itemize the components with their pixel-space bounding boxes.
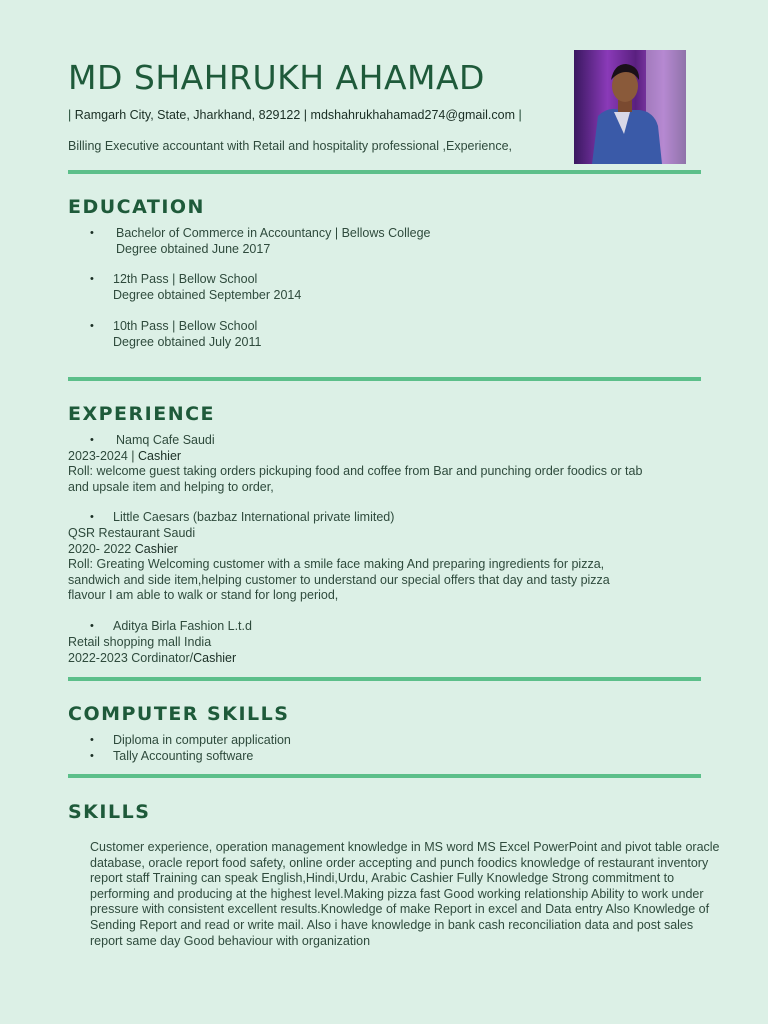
bullet: • bbox=[90, 273, 94, 285]
bullet: • bbox=[90, 227, 94, 239]
bullet: • bbox=[90, 434, 94, 446]
job-company: Little Caesars (bazbaz International private limited) bbox=[113, 510, 395, 524]
job-period bbox=[68, 650, 236, 666]
email-link[interactable]: mdshahrukhahamad274@gmail.com bbox=[310, 108, 515, 122]
contact-suffix: | bbox=[515, 108, 522, 122]
job-period-text: 2023-2024 | bbox=[68, 449, 138, 463]
computer-skill-item: Tally Accounting software bbox=[113, 749, 254, 763]
education-degree: 10th Pass | Bellow School bbox=[113, 319, 258, 333]
job-description: sandwich and side item,helping customer to understand our special offers that day and tasty pizza bbox=[68, 573, 610, 587]
job-role: Cashier bbox=[193, 651, 237, 665]
bullet: • bbox=[90, 734, 94, 746]
bullet: • bbox=[90, 620, 94, 632]
education-date: Degree obtained June 2017 bbox=[116, 242, 271, 256]
section-divider bbox=[68, 377, 701, 381]
contact-separator: | bbox=[300, 108, 311, 122]
contact-line bbox=[68, 108, 522, 122]
bullet: • bbox=[90, 320, 94, 332]
experience-heading: EXPERIENCE bbox=[68, 403, 216, 425]
job-description: flavour I am able to walk or stand for long period, bbox=[68, 588, 339, 602]
job-period bbox=[68, 448, 181, 464]
job-role: Cashier bbox=[134, 542, 178, 556]
computer-skills-heading: COMPUTER SKILLS bbox=[68, 703, 290, 725]
section-divider bbox=[68, 170, 701, 174]
job-subtitle: QSR Restaurant Saudi bbox=[68, 526, 196, 540]
section-divider bbox=[68, 677, 701, 681]
education-heading: EDUCATION bbox=[68, 196, 205, 218]
education-degree: Bachelor of Commerce in Accountancy | Bellows College bbox=[116, 226, 431, 240]
section-divider bbox=[68, 774, 701, 778]
bullet: • bbox=[90, 511, 94, 523]
job-description: and upsale item and helping to order, bbox=[68, 480, 274, 494]
education-degree: 12th Pass | Bellow School bbox=[113, 272, 258, 286]
education-date: Degree obtained September 2014 bbox=[113, 288, 302, 302]
contact-prefix: | bbox=[68, 108, 75, 122]
candidate-name: MD SHAHRUKH AHAMAD bbox=[68, 58, 485, 97]
profile-photo-image bbox=[574, 50, 686, 164]
job-subtitle: Retail shopping mall India bbox=[68, 635, 212, 649]
job-role: Cashier bbox=[137, 449, 182, 463]
skills-heading: SKILLS bbox=[68, 801, 151, 823]
job-description: Roll: welcome guest taking orders pickuping food and coffee from Bar and punching order foodics or tab bbox=[68, 464, 643, 478]
job-company: Aditya Birla Fashion L.t.d bbox=[113, 619, 252, 633]
professional-tagline: Billing Executive accountant with Retail and hospitality professional ,Experience, bbox=[68, 139, 512, 153]
job-period-text: 2022-2023 Cordinator/ bbox=[68, 651, 194, 665]
job-period bbox=[68, 541, 178, 557]
bullet: • bbox=[90, 750, 94, 762]
address: Ramgarh City, State, Jharkhand, 829122 bbox=[74, 108, 301, 122]
job-period-text: 2020- 2022 bbox=[68, 542, 135, 556]
computer-skill-item: Diploma in computer application bbox=[113, 733, 291, 747]
education-date: Degree obtained July 2011 bbox=[113, 335, 262, 349]
skills-paragraph: Customer experience, operation management knowledge in MS word MS Excel PowerPoint and pivot table oracle database, oracle report food safety, online order accepting and punch foodics knowledge of restaurant inventory report staff Training can speak English,Hindi,Urdu, Arabic Cashier Fully Knowledge Strong commitment to performing and producing at the highest level.Making pizza fast Good working relationship Ability to work under pressure with consistent excellent results.Knowledge of make Report in excel and Data entry Also Knowledge of Sending Report and read or write mail. Also i have knowledge in bank cash reconciliation data and post sales report same day Good behaviour with organization bbox=[90, 840, 720, 948]
profile-photo bbox=[574, 50, 686, 164]
job-description: Roll: Greating Welcoming customer with a smile face making And preparing ingredients for pizza, bbox=[68, 557, 605, 571]
job-company: Namq Cafe Saudi bbox=[116, 433, 215, 447]
